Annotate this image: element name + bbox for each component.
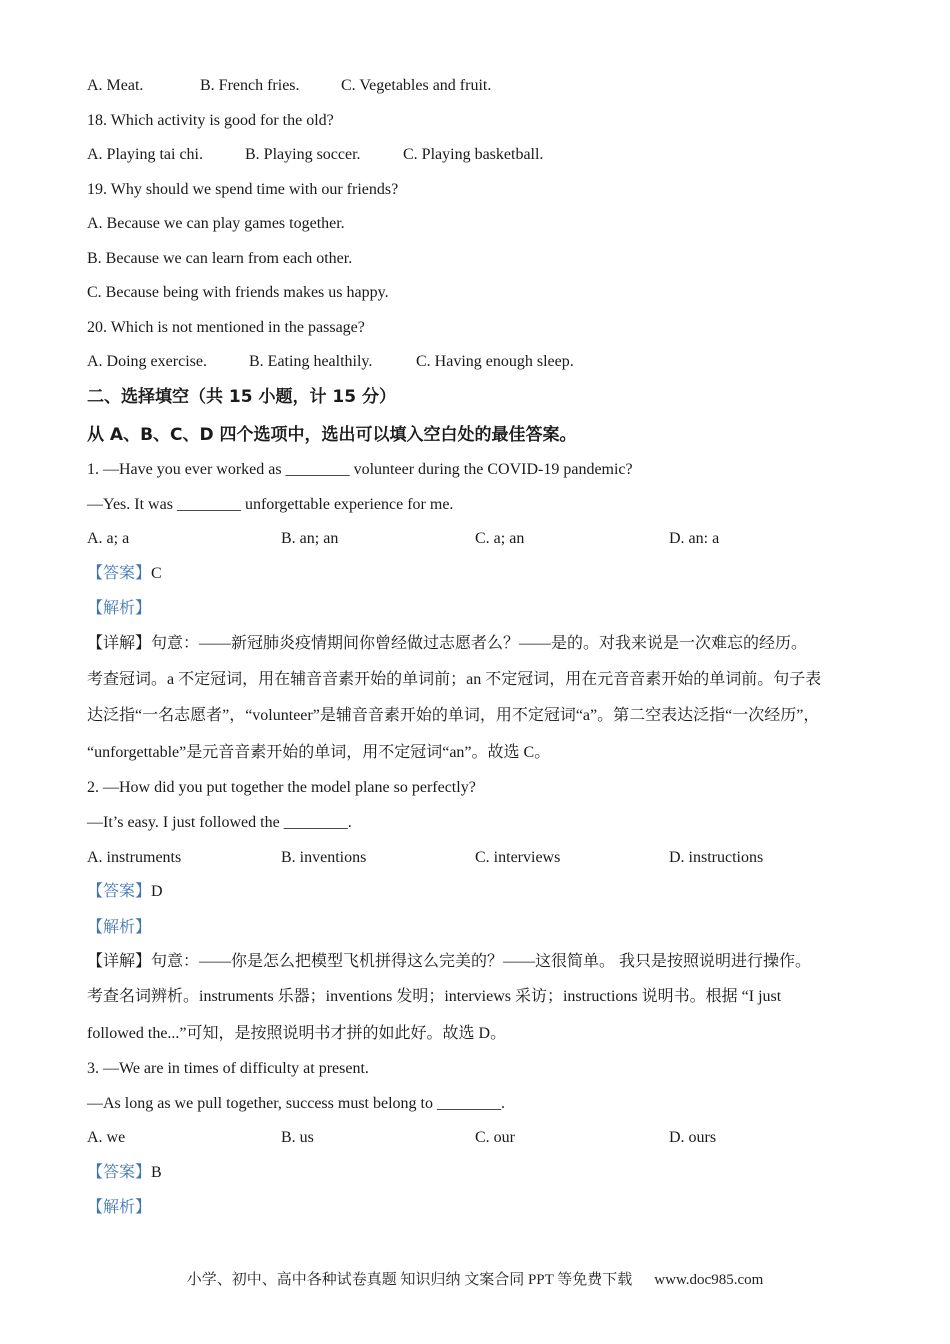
footer-link[interactable]: www.doc985.com xyxy=(654,1272,764,1288)
item1-option-b: B. an; an xyxy=(281,530,339,547)
item1-detail-line: “unforgettable”是元音音素开始的单词，用不定冠词“an”。故选 C。 xyxy=(87,744,551,761)
answer-label: 【答案】 xyxy=(87,565,152,582)
item1-analysis-label: 【解析】 xyxy=(87,600,152,617)
item2-option-c: C. interviews xyxy=(475,849,561,866)
item2-options xyxy=(87,848,763,868)
q17-option-c: C. Vegetables and fruit. xyxy=(341,77,492,94)
item2-reply: —It’s easy. I just followed the ________. xyxy=(87,814,352,831)
q20-option-b: B. Eating healthily. xyxy=(249,353,373,370)
item1-detail-line: 达泛指“一名志愿者”，“volunteer”是辅音音素开始的单词，用不定冠词“a”。第二空表达泛指“一次经历”， xyxy=(87,707,820,724)
item3-option-b: B. us xyxy=(281,1129,314,1146)
item1-option-a: A. a; a xyxy=(87,530,130,547)
answer-label: 【答案】 xyxy=(87,1164,152,1181)
q20-options xyxy=(87,352,574,372)
item2-detail-line: followed the...”可知，是按照说明书才拼的如此好。故选 D。 xyxy=(87,1025,507,1042)
item3-question: 3. —We are in times of difficulty at present. xyxy=(87,1060,369,1077)
section-title: 二、选择填空（共 15 小题，计 15 分） xyxy=(87,387,396,407)
item2-detail-line: 考查名词辨析。instruments 乐器；inventions 发明；interviews 采访；instructions 说明书。根据 “I just xyxy=(87,988,782,1005)
item1-detail-line: 【详解】句意：——新冠肺炎疫情期间你曾经做过志愿者么？——是的。对我来说是一次难忘的经历。 xyxy=(87,635,808,652)
item2-question: 2. —How did you put together the model plane so perfectly? xyxy=(87,779,476,796)
answer-value: D xyxy=(151,883,163,900)
q18-question: 18. Which activity is good for the old? xyxy=(87,112,334,129)
item3-reply: —As long as we pull together, success must belong to ________. xyxy=(87,1095,505,1112)
q18-option-b: B. Playing soccer. xyxy=(245,146,361,163)
item1-answer xyxy=(87,564,162,584)
answer-label: 【答案】 xyxy=(87,883,152,900)
page-footer xyxy=(0,1270,950,1290)
q19-option-b: B. Because we can learn from each other. xyxy=(87,250,353,267)
item2-option-b: B. inventions xyxy=(281,849,367,866)
q17-option-a: A. Meat. xyxy=(87,77,144,94)
q18-options xyxy=(87,145,543,165)
item2-option-d: D. instructions xyxy=(669,849,764,866)
q20-question: 20. Which is not mentioned in the passage? xyxy=(87,319,365,336)
q19-option-c: C. Because being with friends makes us happy. xyxy=(87,284,389,301)
item1-detail-line: 考查冠词。a 不定冠词，用在辅音音素开始的单词前；an 不定冠词，用在元音音素开始的单词前。句子表 xyxy=(87,671,822,688)
item1-reply: —Yes. It was ________ unforgettable experience for me. xyxy=(87,496,454,513)
q19-option-a: A. Because we can play games together. xyxy=(87,215,345,232)
item3-option-d: D. ours xyxy=(669,1129,717,1146)
item2-analysis-label: 【解析】 xyxy=(87,919,152,936)
section-instruction: 从 A、B、C、D 四个选项中，选出可以填入空白处的最佳答案。 xyxy=(87,425,577,445)
item2-option-a: A. instruments xyxy=(87,849,182,866)
q18-option-c: C. Playing basketball. xyxy=(403,146,544,163)
item1-options xyxy=(87,529,719,549)
q17-options xyxy=(87,76,491,96)
item1-question: 1. —Have you ever worked as ________ volunteer during the COVID-19 pandemic? xyxy=(87,461,633,478)
q17-option-b: B. French fries. xyxy=(200,77,300,94)
footer-text: 小学、初中、高中各种试卷真题 知识归纳 文案合同 PPT 等免费下载 xyxy=(186,1272,633,1288)
q18-option-a: A. Playing tai chi. xyxy=(87,146,203,163)
answer-value: C xyxy=(151,565,162,582)
answer-value: B xyxy=(151,1164,162,1181)
item3-options xyxy=(87,1128,716,1148)
q19-question: 19. Why should we spend time with our friends? xyxy=(87,181,399,198)
item2-detail-line: 【详解】句意：——你是怎么把模型飞机拼得这么完美的？——这很简单。 我只是按照说明进行操作。 xyxy=(87,953,812,970)
item3-option-a: A. we xyxy=(87,1129,126,1146)
item3-option-c: C. our xyxy=(475,1129,515,1146)
item3-answer xyxy=(87,1163,162,1183)
item1-option-d: D. an: a xyxy=(669,530,720,547)
item1-option-c: C. a; an xyxy=(475,530,525,547)
item3-analysis-label: 【解析】 xyxy=(87,1199,152,1216)
q20-option-c: C. Having enough sleep. xyxy=(416,353,574,370)
item2-answer xyxy=(87,882,163,902)
q20-option-a: A. Doing exercise. xyxy=(87,353,207,370)
